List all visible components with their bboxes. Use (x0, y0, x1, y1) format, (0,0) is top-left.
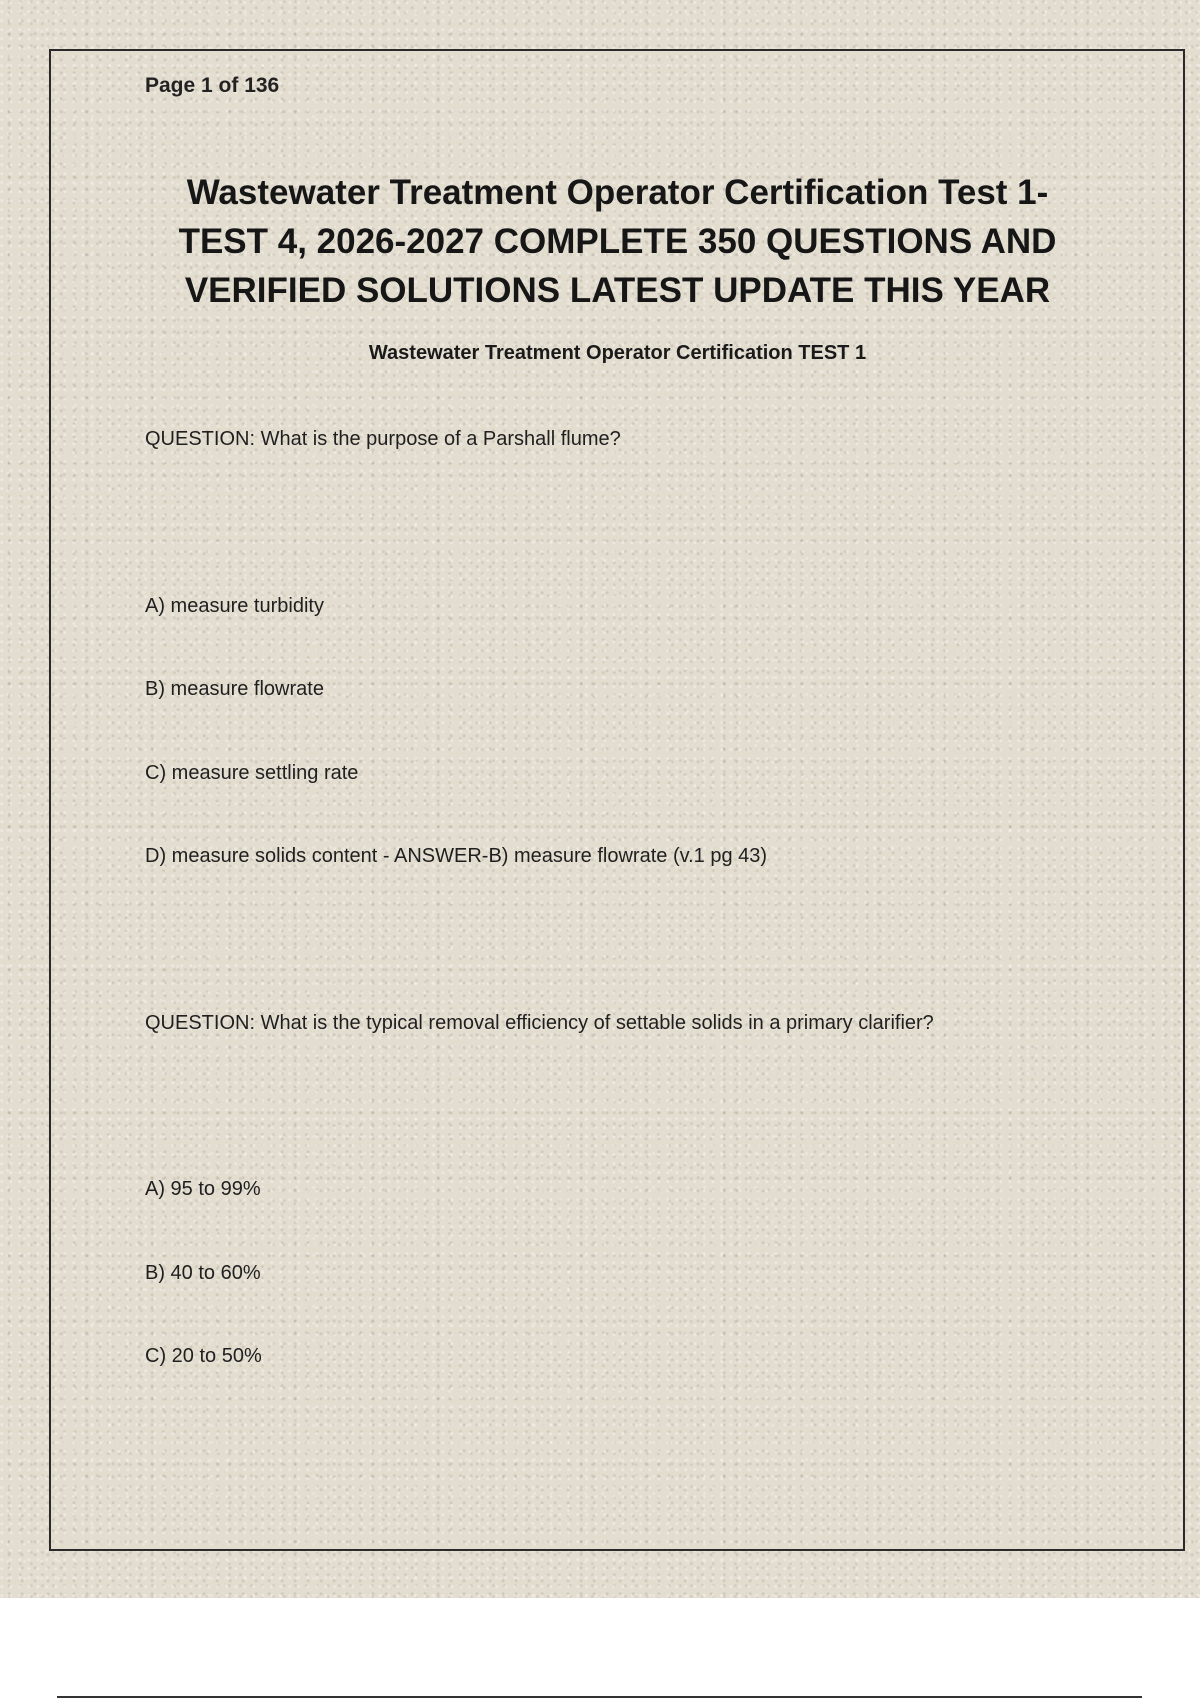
title-line: TEST 4, 2026-2027 COMPLETE 350 QUESTIONS AND (178, 222, 1057, 261)
answer-option-with-key: D) measure solids content - ANSWER-B) measure flowrate (v.1 pg 43) (145, 845, 768, 867)
answer-option: B) 40 to 60% (145, 1262, 261, 1284)
title-line: Wastewater Treatment Operator Certification Test 1- (186, 173, 1049, 212)
answer-option: B) measure flowrate (145, 678, 324, 700)
answer-option: A) measure turbidity (145, 595, 324, 617)
title-line: VERIFIED SOLUTIONS LATEST UPDATE THIS YEAR (184, 271, 1051, 310)
document-title (150, 168, 1085, 315)
answer-option: C) measure settling rate (145, 762, 359, 784)
answer-option: A) 95 to 99% (145, 1178, 261, 1200)
answer-option: C) 20 to 50% (145, 1345, 262, 1367)
document-subtitle: Wastewater Treatment Operator Certification TEST 1 (368, 342, 867, 364)
page-number: Page 1 of 136 (145, 74, 280, 97)
footer-divider (57, 1696, 1142, 1698)
question-text: QUESTION: What is the purpose of a Parshall flume? (145, 428, 621, 450)
question-text: QUESTION: What is the typical removal efficiency of settable solids in a primary clarifier? (145, 1012, 934, 1034)
